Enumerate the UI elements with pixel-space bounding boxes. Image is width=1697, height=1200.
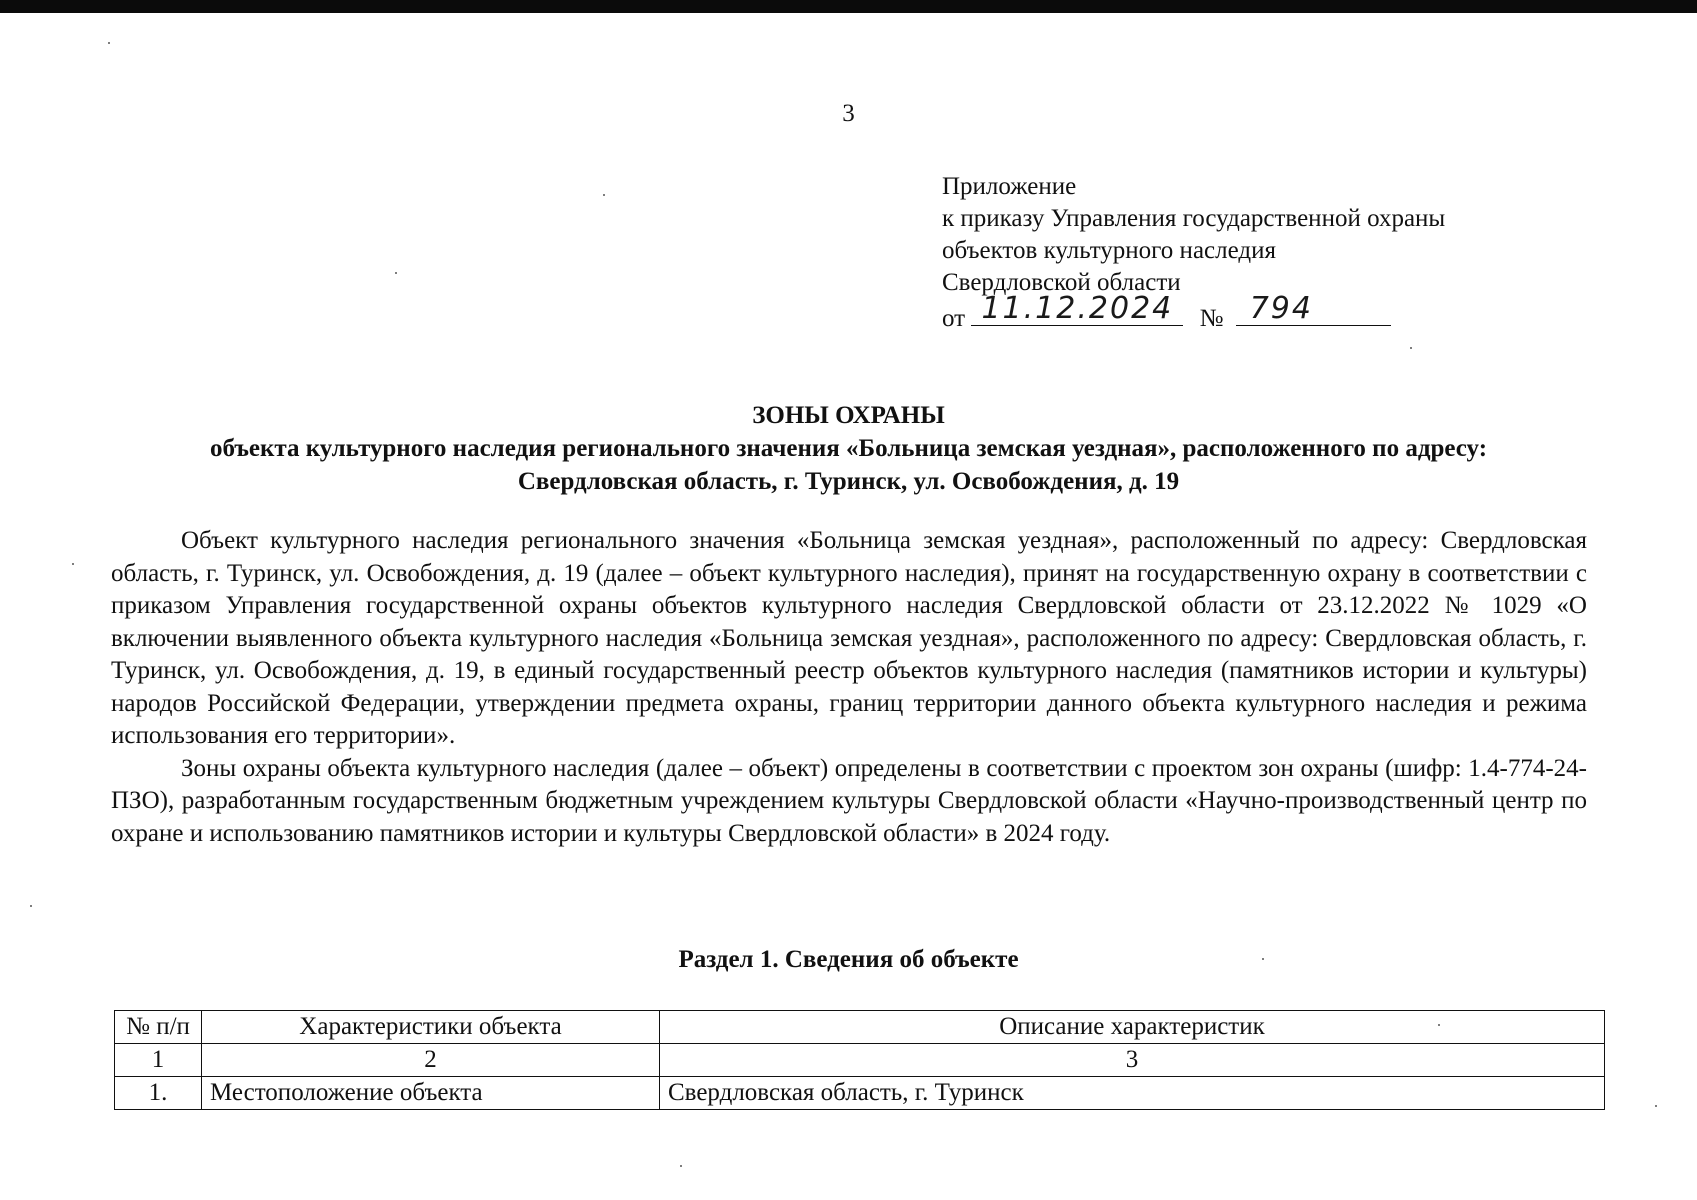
appendix-line-3: объектов культурного наследия	[942, 237, 1276, 264]
table-header-row	[115, 1011, 1605, 1044]
row-characteristic-cell: Местоположение объекта	[202, 1077, 660, 1110]
paragraph: Зоны охраны объекта культурного наследия (далее – объект) определены в соответствии с проектом зон охраны (шифр: 1.4-774-24-ПЗО), разработанным государственным бюджетным учреждением культуры Свердловской области «Научно-производственный центр по охране и использованию памятников истории и культуры Свердловской области» в 2024 году.	[111, 754, 1587, 847]
handwritten-number: 794	[1249, 291, 1313, 326]
title-line-3: Свердловская область, г. Туринск, ул. Освобождения, д. 19	[517, 468, 1180, 495]
date-prefix: от	[942, 305, 966, 332]
scan-speck	[72, 563, 74, 565]
title-line-1: ЗОНЫ ОХРАНЫ	[752, 402, 945, 429]
title-line-2: объекта культурного наследия регионального значения «Больница земская уездная», расположенного по адресу:	[209, 435, 1488, 462]
appendix-block	[942, 171, 1445, 335]
scan-speck	[1410, 347, 1412, 349]
scan-speck	[395, 272, 397, 274]
scan-speck	[108, 42, 110, 44]
header-cell-description: Описание характеристик	[660, 1011, 1605, 1044]
numbering-cell: 2	[202, 1044, 660, 1077]
row-number-cell: 1.	[115, 1077, 202, 1110]
scan-speck	[603, 194, 605, 196]
scan-speck	[1438, 1024, 1440, 1026]
appendix-line-4: Свердловской области	[942, 269, 1181, 296]
appendix-date-line	[942, 291, 1445, 335]
object-info-table	[114, 1010, 1605, 1110]
scan-top-border	[0, 0, 1697, 13]
row-description-cell: Свердловская область, г. Туринск	[660, 1077, 1605, 1110]
number-field	[1236, 291, 1391, 326]
appendix-line-1: Приложение	[942, 173, 1077, 200]
paragraph: Объект культурного наследия регионального значения «Больница земская уездная», расположенный по адресу: Свердловская область, г. Туринск, ул. Освобождения, д. 19 (далее – объект культурного наследия), принят на государственную охрану в соответствии с приказом Управления государственной охраны объектов культурного наследия Свердловской области от 23.12.2022 № 1029 «О включении выявленного объекта культурного наследия «Больница земская уездная», расположенного по адресу: Свердловская область, г. Туринск, ул. Освобождения, д. 19, в единый государственный реестр объектов культурного наследия (памятников истории и культуры) народов Российской Федерации, утверждении предмета охраны, границ территории данного объекта культурного наследия и режима использования его территории».	[111, 527, 1587, 749]
header-cell-characteristics: Характеристики объекта	[202, 1011, 660, 1044]
header-cell-number: № п/п	[115, 1011, 202, 1044]
document-title	[100, 399, 1597, 498]
handwritten-date: 11.12.2024	[981, 291, 1174, 326]
scan-speck	[30, 905, 32, 907]
scan-speck	[1262, 958, 1264, 960]
number-prefix: №	[1199, 305, 1224, 332]
numbering-cell: 1	[115, 1044, 202, 1077]
section-title: Раздел 1. Сведения об объекте	[678, 946, 1019, 973]
appendix-line-2: к приказу Управления государственной охраны	[942, 205, 1446, 232]
scan-speck	[680, 1165, 682, 1167]
page-number: 3	[842, 100, 855, 127]
numbering-cell: 3	[660, 1044, 1605, 1077]
table-numbering-row	[115, 1044, 1605, 1077]
table-row	[115, 1077, 1605, 1110]
document-body	[111, 525, 1587, 850]
date-field	[971, 291, 1183, 326]
scan-speck	[1655, 1105, 1657, 1107]
